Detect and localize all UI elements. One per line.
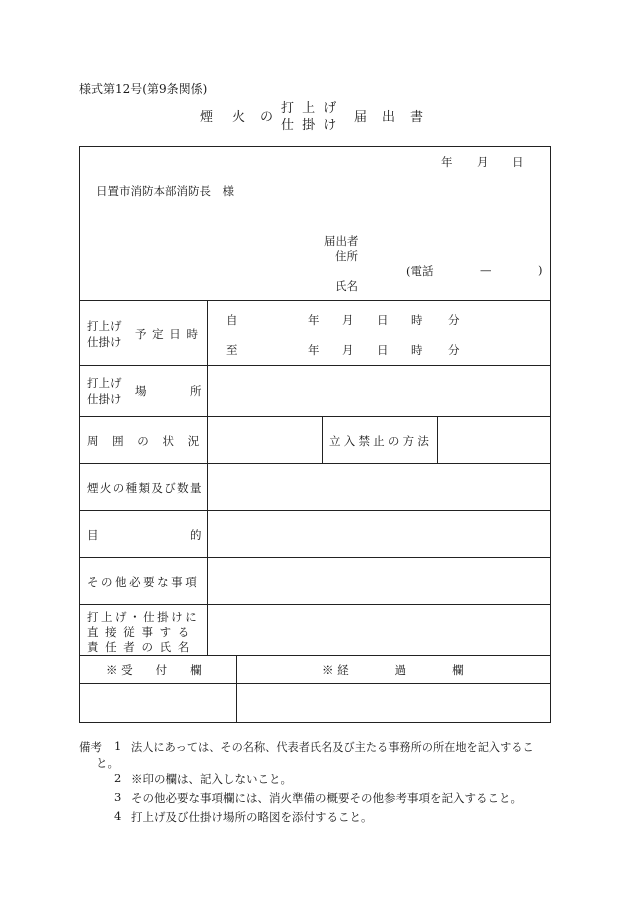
place-sub-b: 所 (190, 384, 202, 398)
from-minute: 分 (448, 313, 460, 327)
note-4-text: 打上げ及び仕掛け場所の略図を添付すること。 (131, 810, 373, 824)
schedule-label-top: 打上げ (87, 319, 122, 333)
note-1-continuation: と。 (96, 756, 119, 770)
place-label-bottom: 仕掛け (87, 392, 122, 406)
place-sub-a: 場 (135, 384, 147, 398)
phone-open: (電話 (406, 264, 434, 278)
form-number: 様式第12号(第9条関係) (79, 82, 208, 96)
title-char-4: 届 (354, 110, 368, 125)
note-3-number: 3 (114, 790, 122, 804)
title-stack-bottom: 仕 掛 け (281, 118, 337, 133)
schedule-sub-label: 予 定 日 時 (135, 327, 198, 341)
note-1-number: 1 (114, 739, 122, 753)
other-label: その他必要な事項 (87, 575, 200, 589)
schedule-label-bottom: 仕掛け (87, 335, 122, 349)
to-minute: 分 (448, 343, 460, 357)
note-1-text: 法人にあっては、その名称、代表者氏名及び主たる事務所の所在地を記入するこ (131, 741, 534, 754)
received-column-header: ※ 受 付 欄 (106, 663, 202, 677)
title-char-5: 出 (382, 110, 396, 125)
fireworks-label: 煙火の種類及び数量 (87, 481, 203, 495)
note-3-text: その他必要な事項欄には、消火準備の概要その他参考事項を記入すること。 (131, 791, 522, 805)
surroundings-label: 周 囲 の 状 況 (87, 434, 200, 448)
restriction-label: 立入禁止の方法 (329, 434, 433, 448)
address-label: 住所 (335, 249, 358, 263)
applicant-label: 届出者 (324, 234, 359, 248)
progress-column-header: ※ 経 過 欄 (322, 663, 464, 677)
phone-dash: — (480, 263, 492, 277)
title-stack-top: 打 上 げ (281, 101, 337, 116)
purpose-label-a: 目 (87, 528, 99, 542)
title-char-1: 煙 (200, 110, 214, 125)
notes-heading: 備考 (79, 740, 102, 754)
from-mark: 自 (226, 313, 238, 327)
to-year: 年 (308, 343, 320, 357)
to-mark: 至 (226, 343, 238, 357)
responsible-line-1: 打上げ・仕掛けに (87, 610, 200, 624)
date-day: 日 (512, 155, 524, 169)
title-char-3: の (260, 110, 274, 125)
to-month: 月 (342, 343, 354, 357)
note-4-number: 4 (114, 809, 122, 823)
to-day: 日 (377, 343, 389, 357)
responsible-line-3: 責 任 者 の 氏 名 (87, 640, 190, 654)
title-char-2: 火 (232, 110, 246, 125)
phone-close: ) (538, 263, 543, 277)
title-char-6: 書 (410, 110, 424, 125)
date-month: 月 (477, 155, 489, 169)
from-day: 日 (377, 313, 389, 327)
purpose-label-b: 的 (190, 528, 202, 542)
date-year: 年 (441, 155, 453, 169)
place-label-top: 打上げ (87, 376, 122, 390)
name-label: 氏名 (335, 279, 358, 293)
to-hour: 時 (411, 343, 423, 357)
from-month: 月 (342, 313, 354, 327)
from-hour: 時 (411, 313, 423, 327)
note-2-text: ※印の欄は、記入しないこと。 (131, 772, 292, 786)
note-2-number: 2 (114, 771, 122, 785)
from-year: 年 (308, 313, 320, 327)
addressee: 日置市消防本部消防長 様 (96, 184, 234, 198)
responsible-line-2: 直 接 従 事 す る (87, 625, 190, 639)
